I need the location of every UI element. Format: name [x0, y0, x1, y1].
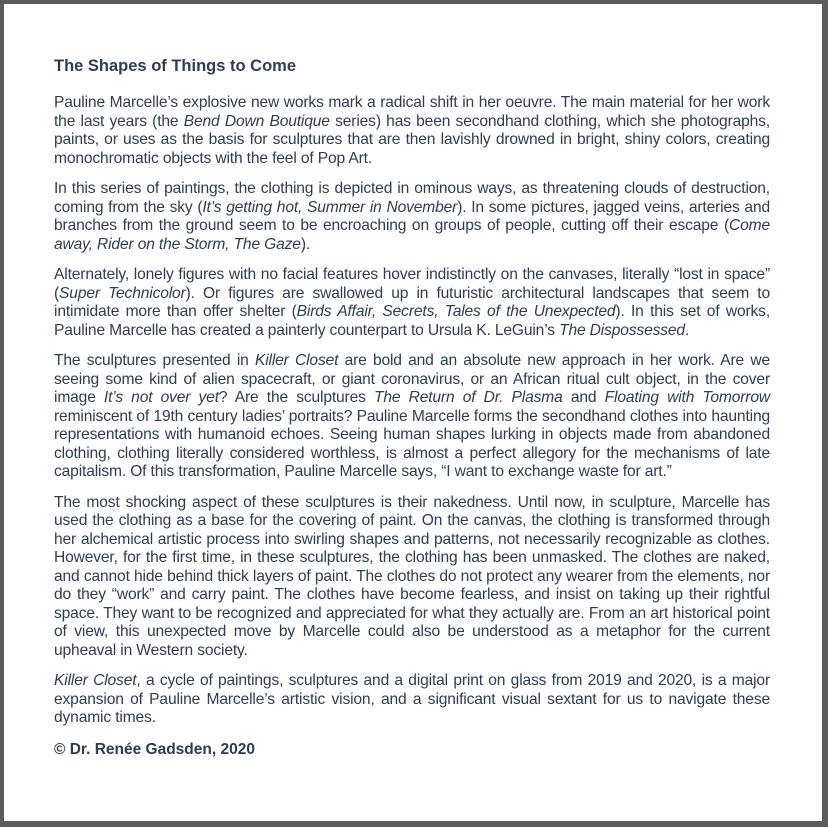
italic-title-text: The Dispossessed [559, 321, 685, 339]
paragraph-text: and [562, 389, 605, 406]
italic-title-text: Floating with Tomorrow [604, 389, 770, 406]
paragraph-text: ). Or figures are swallowed up in futuristic architectural landscapes that seem to intimidate more than offer shelter ( [54, 284, 770, 320]
paragraph-text: series) has been secondhand clothing, which she photographs, paints, or uses as the basis for sculptures that are then lavishly drowned in bright, shiny colors, creating monochromatic objects with the feel of Pop Art. [54, 112, 771, 167]
italic-title-text: Super Technicolor [59, 284, 186, 302]
article-paragraph [54, 494, 770, 661]
italic-title-text: It’s not over yet [103, 389, 219, 406]
italic-title-text: Bend Down Boutique [183, 112, 330, 130]
article-title: The Shapes of Things to Come [54, 57, 297, 75]
article-paragraph [54, 352, 770, 482]
paragraph-text: Alternately, lonely figures with no facial features hover indistinctly on the canvases, literally “lost in space” ( [54, 266, 770, 302]
paragraph-text: The sculptures presented in [54, 352, 255, 369]
paragraph-text: are bold and an absolute new approach in her work. Are we seeing some kind of alien spacecraft, or giant coronavirus, or an African ritual cult object, in the cover image [54, 352, 770, 406]
paragraph-text: ). In some pictures, jagged veins, arteries and branches from the ground seem to be encroaching on groups of people, cutting off their escape ( [54, 198, 770, 234]
paragraph-text: , a cycle of paintings, sculptures and a digital print on glass from 2019 and 2020, is a major expansion of Pauline Marcelle’s artistic vision, and a significant visual sextant for us to navigate these dynamic times. [54, 672, 771, 726]
article-paragraph [54, 180, 770, 254]
italic-title-text: Come away, Rider on the Storm, The Gaze [54, 217, 770, 253]
document-page [4, 4, 822, 821]
article-body [54, 94, 770, 728]
italic-title-text: Killer Closet [254, 352, 339, 369]
copyright-line: © Dr. Renée Gadsden, 2020 [54, 740, 255, 758]
paragraph-text: . [684, 321, 690, 339]
italic-title-text: The Return of Dr. Plasma [373, 389, 563, 406]
article-paragraph [54, 94, 770, 168]
italic-title-text: Birds Affair, Secrets, Tales of the Unexpected [296, 303, 616, 320]
paragraph-text: In this series of paintings, the clothing is depicted in ominous ways, as threatening clouds of destruction, coming from the sky ( [54, 180, 770, 216]
paragraph-text: Pauline Marcelle’s explosive new works mark a radical shift in her oeuvre. The main material for her work the last years (the [54, 94, 770, 130]
italic-title-text: Killer Closet [54, 672, 137, 689]
article-paragraph [54, 672, 770, 728]
paragraph-text: ). [300, 235, 311, 253]
paragraph-text: reminiscent of 19th century ladies’ portraits? Pauline Marcelle forms the secondhand clothes into haunting representations with humanoid echoes. Seeing human shapes lurking in objects made from abandoned clothing, clothing literally considered worthless, is almost a perfect allegory for the mechanisms of late capitalism. Of this transformation, Pauline Marcelle says, “I want to exchange waste for art.” [54, 407, 770, 480]
italic-title-text: It’s getting hot, Summer in November [202, 198, 458, 216]
article-paragraph [54, 266, 770, 340]
paragraph-text: ). In this set of works, Pauline Marcelle has created a painterly counterpart to Ursula K. LeGuin’s [54, 303, 771, 339]
paragraph-text: ? Are the sculptures [218, 389, 374, 406]
paragraph-text: The most shocking aspect of these sculptures is their nakedness. Until now, in sculpture, Marcelle has used the clothing as a base for the covering of paint. On the canvas, the clothing is transformed through her alchemical artistic process into swirling shapes and patterns, not necessarily recognizable as clothes. However, for the first time, in these sculptures, the clothing has been unmasked. The clothes are naked, and cannot hide behind thick layers of paint. The clothes do not protect any wearer from the elements, nor do they “work” and carry paint. The clothes have become fearless, and insist on taking up their rightful space. They want to be recognized and appreciated for what they actually are. From an art historical point of view, this unexpected move by Marcelle could also be understood as a metaphor for the current upheaval in Western society. [54, 493, 770, 659]
